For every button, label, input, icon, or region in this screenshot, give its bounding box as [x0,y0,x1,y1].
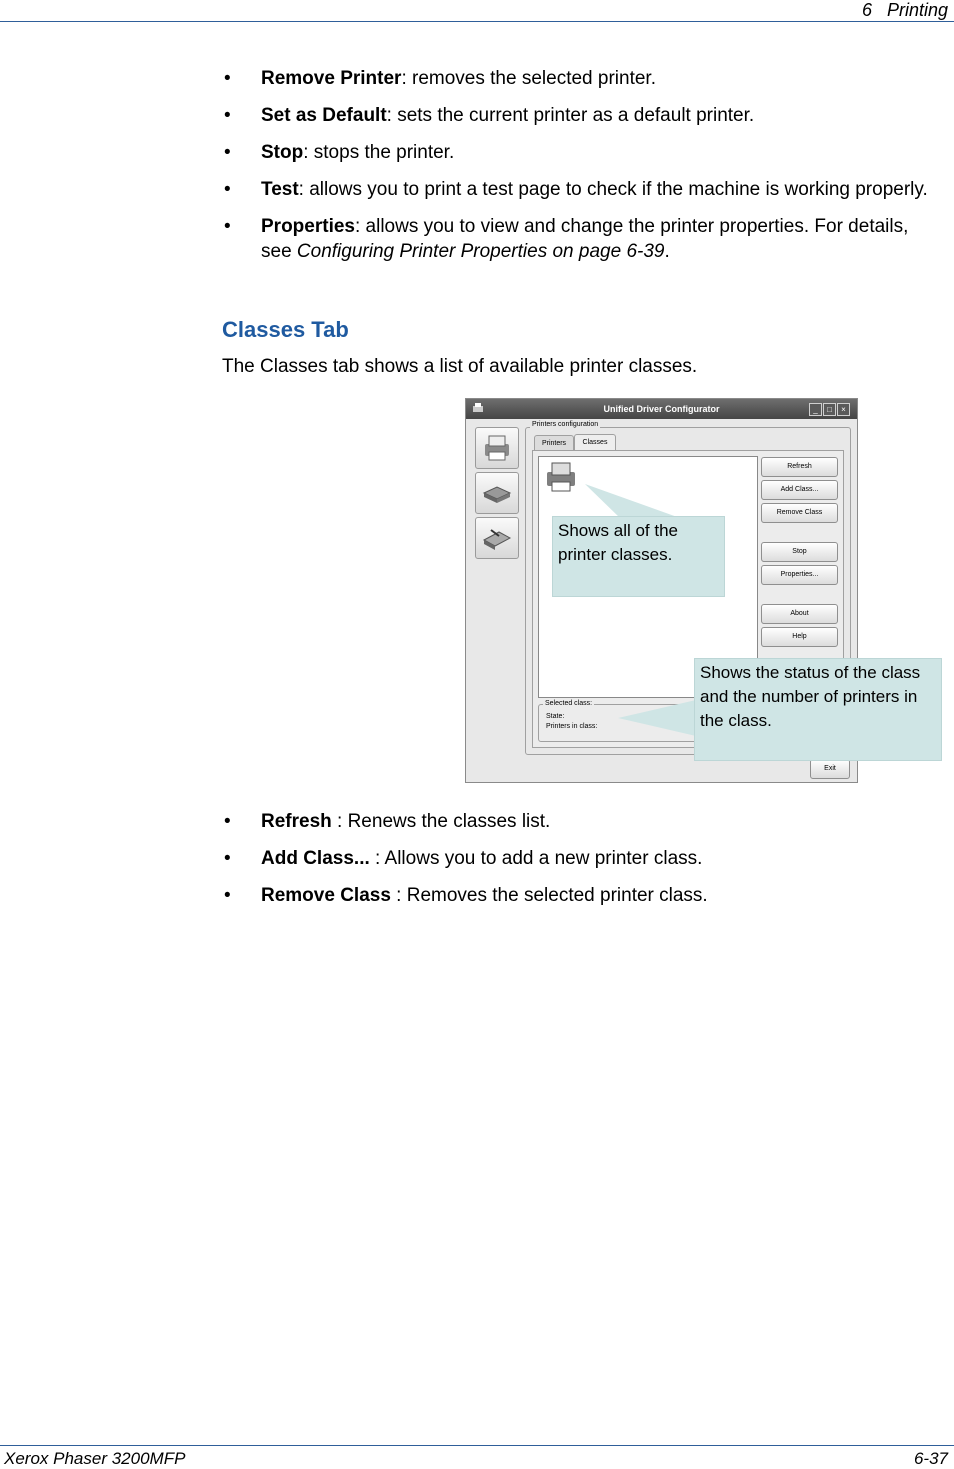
term: Remove Printer [261,68,402,89]
printer-icon [481,432,513,464]
bullet-dot: • [224,179,231,200]
selected-class-label: Selected class: [545,700,593,707]
window-titlebar [466,399,857,419]
term: Remove Class [261,885,391,906]
term: Set as Default [261,105,387,126]
bullet-dot: • [224,885,231,906]
callout-class-status: Shows the status of the class and the number of printers in the class. [694,658,942,761]
definition: : stops the printer. [303,142,455,163]
bullet-dot: • [224,216,231,237]
definition: : allows you to view and change the printer properties. For details, see [261,216,909,262]
list-item [222,66,932,91]
callout-class-list: Shows all of the printer classes. [552,516,725,597]
bullet-dot: • [224,811,231,832]
definition: : sets the current printer as a default printer. [386,105,755,126]
list-item [222,809,932,834]
printers-in-class-label: Printers in class: [546,723,598,730]
definition: : allows you to print a test page to check if the machine is working properly. [298,179,928,200]
definition: : Allows you to add a new printer class. [369,848,703,869]
minimize-icon[interactable]: _ [809,403,822,416]
bullet-dot: • [224,105,231,126]
port-icon [481,522,513,554]
stop-button[interactable]: Stop [761,542,838,562]
printer-class-icon [543,460,579,494]
group-label: Printers configuration [532,421,599,428]
definition: : Renews the classes list. [331,811,551,832]
tab-printers[interactable]: Printers [534,435,574,451]
list-item [222,177,932,202]
close-icon[interactable]: × [837,403,850,416]
footer-rule [0,1445,954,1446]
button-list [222,809,932,920]
ports-config-button[interactable] [475,517,519,559]
term: Add Class... [261,848,370,869]
product-name: Xerox Phaser 3200MFP [4,1449,186,1468]
term: Properties [261,216,355,237]
bullet-dot: • [224,848,231,869]
maximize-icon[interactable]: □ [823,403,836,416]
add-class-button[interactable]: Add Class... [761,480,838,500]
chapter-number: 6 [861,0,872,20]
term: Stop [261,142,304,163]
list-item [222,140,932,165]
refresh-button[interactable]: Refresh [761,457,838,477]
window-title: Unified Driver Configurator [603,404,720,414]
definition: : Removes the selected printer class. [390,885,708,906]
bullet-dot: • [224,68,231,89]
list-item [222,846,932,871]
function-list [222,66,932,276]
list-item [222,883,932,908]
remove-class-button[interactable]: Remove Class [761,503,838,523]
page-number: 6-37 [913,1449,948,1468]
tab-classes[interactable]: Classes [574,434,616,451]
section-title: Classes Tab [222,317,349,342]
about-button[interactable]: About [761,604,838,624]
exit-button[interactable]: Exit [810,759,850,779]
section-description: The Classes tab shows a list of available printer classes. [222,356,698,377]
help-button[interactable]: Help [761,627,838,647]
running-header [862,0,948,21]
properties-button[interactable]: Properties... [761,565,838,585]
list-item [222,103,932,128]
bullet-dot: • [224,142,231,163]
list-item [222,214,932,264]
chapter-title: Printing [886,0,948,20]
period: . [664,241,670,262]
term: Test [261,179,299,200]
definition: : removes the selected printer. [401,68,656,89]
term: Refresh [261,811,332,832]
cross-reference-link[interactable]: Configuring Printer Properties on page 6-39 [296,241,665,262]
state-label: State: [546,713,565,720]
header-rule [0,21,954,22]
scanners-config-button[interactable] [475,472,519,514]
printers-config-button[interactable] [475,427,519,469]
scanner-icon [481,477,513,509]
